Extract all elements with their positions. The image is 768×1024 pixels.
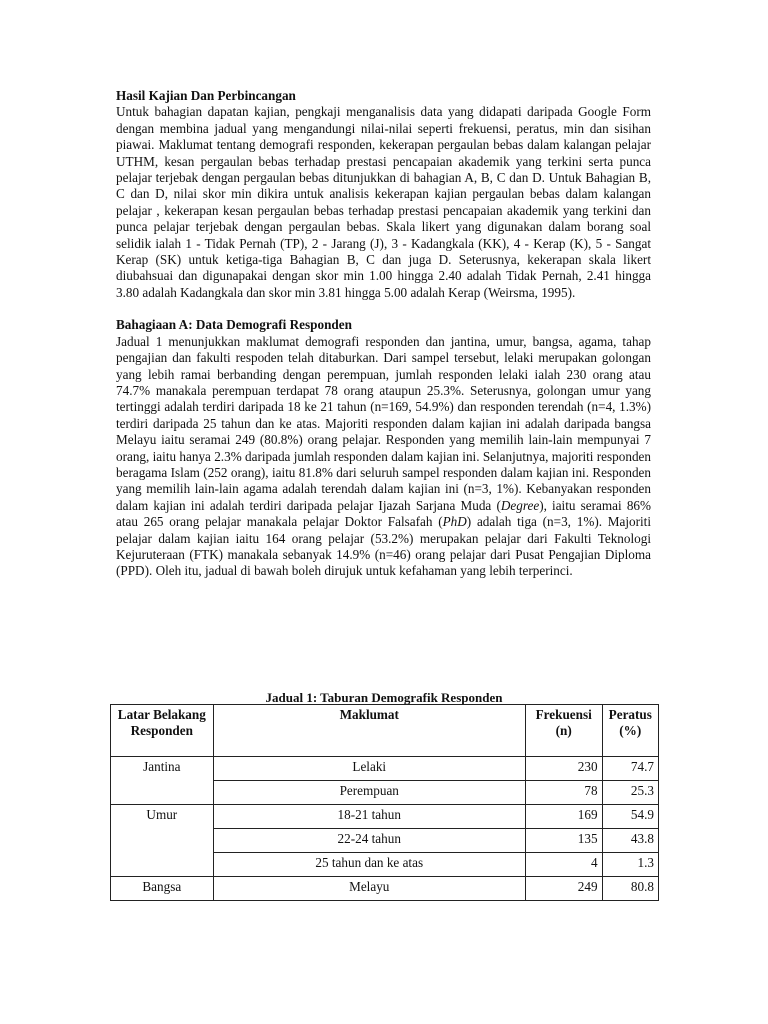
percent-cell: 80.8	[602, 877, 658, 901]
percent-cell: 25.3	[602, 781, 658, 805]
document-body	[116, 88, 651, 580]
info-cell: 22-24 tahun	[213, 829, 525, 853]
table-row	[111, 805, 659, 829]
frequency-cell: 169	[525, 805, 602, 829]
frequency-cell: 249	[525, 877, 602, 901]
percent-cell: 54.9	[602, 805, 658, 829]
category-cell: Bangsa	[111, 877, 214, 901]
frequency-cell: 230	[525, 757, 602, 781]
section-heading-results: Hasil Kajian Dan Perbincangan	[116, 88, 296, 103]
percent-cell: 1.3	[602, 853, 658, 877]
table-row	[111, 877, 659, 901]
info-cell: Perempuan	[213, 781, 525, 805]
demographics-table	[110, 704, 659, 901]
demographics-text-part2: ), iaitu seramai 86% atau 265 orang pelajar manakala pelajar Doktor Falsafah (	[116, 497, 651, 530]
demographics-text-part3: ) adalah tiga (n=3, 1%). Majoriti pelajar dalam kajian iaitu 164 orang pelajar (53.2%) merupakan pelajar dari Fakulti Teknologi Kejuruteraan (FTK) manakala sebanyak 14.9% (n=46) orang pelajar dari Pusat Pengajian Diploma (PPD). Oleh itu, jadual di bawah boleh dirujuk untuk kefahaman yang lebih terperinci.	[116, 514, 651, 579]
section-heading-demographics: Bahagiaan A: Data Demografi Responden	[116, 317, 352, 333]
table-caption: Jadual 1: Taburan Demografik Responden	[265, 690, 503, 705]
info-cell: 25 tahun dan ke atas	[213, 853, 525, 877]
frequency-cell: 78	[525, 781, 602, 805]
header-background: Latar Belakang Responden	[111, 705, 214, 757]
header-info: Maklumat	[213, 705, 525, 757]
category-cell: Jantina	[111, 757, 214, 805]
header-percent: Peratus (%)	[602, 705, 658, 757]
frequency-cell: 135	[525, 829, 602, 853]
phd-term: PhD	[442, 514, 467, 530]
results-paragraph: Untuk bahagian dapatan kajian, pengkaji menganalisis data yang didapati daripada Google Form dengan membina jadual yang mengandungi nilai-nilai seperti frekuensi, peratus, min dan sisihan piawai. Maklumat tentang demografi responden, kekerapan pergaulan bebas dalam kalangan pelajar UTHM, kesan pergaulan bebas terhadap prestasi pencapaian akademik yang terkini serta punca pelajar terjebak dengan pergaulan bebas ditunjukkan di bahagian A, B, C dan D. Untuk Bahagian B, C dan D, nilai skor min dikira untuk analisis kekerapan kajian pergaulan bebas dalam kalangan pelajar , kekerapan kesan pergaulan bebas terhadap prestasi pencapaian akademik yang terkini dan punca pelajar terjebak dengan pergaulan bebas. Skala likert yang digunakan dalam borang soal selidik ialah 1 - Tidak Pernah (TP), 2 - Jarang (J), 3 - Kadangkala (KK), 4 - Kerap (K), 5 - Sangat Kerap (SK) untuk ketiga-tiga Bahagian B, C dan juga D. Seterusnya, kekerapan skala likert diubahsuai dan digunapakai dengan skor min 1.00 hingga 2.40 adalah Tidak Pernah, 2.41 hingga 3.80 adalah Kadangkala dan skor min 3.81 hingga 5.00 adalah Kerap (Weirsma, 1995).	[116, 104, 651, 300]
table-row	[111, 757, 659, 781]
info-cell: Lelaki	[213, 757, 525, 781]
demographics-paragraph	[116, 334, 651, 580]
info-cell: Melayu	[213, 877, 525, 901]
info-cell: 18-21 tahun	[213, 805, 525, 829]
percent-cell: 43.8	[602, 829, 658, 853]
percent-cell: 74.7	[602, 757, 658, 781]
frequency-cell: 4	[525, 853, 602, 877]
degree-term: Degree	[500, 497, 540, 513]
category-cell: Umur	[111, 805, 214, 877]
demographics-text-part1: Jadual 1 menunjukkan maklumat demografi responden dan jantina, umur, bangsa, agama, tahap pengajian dan fakulti respoden telah ditaburkan. Dari sampel tersebut, lelaki merupakan golongan yang lebih ramai berbanding dengan perempuan, jumlah responden lelaki ialah 230 orang atau 74.7% manakala perempuan terdapat 78 orang ataupun 25.3%. Seterusnya, golongan umur yang tertinggi adalah terdiri daripada 18 ke 21 tahun (n=169, 54.9%) dan responden terendah (n=4, 1.3%) terdiri daripada 25 tahun dan ke atas. Majoriti responden dalam kajian ini adalah daripada bangsa Melayu iaitu seramai 249 (80.8%) orang pelajar. Responden yang memilih lain-lain mempunyai 7 orang, iaitu hanya 2.3% daripada jumlah responden dalam kajian ini. Selanjutnya, majoriti responden beragama Islam (252 orang), iaitu 81.8% dari seluruh sampel responden dalam kajian ini. Responden yang memilih lain-lain agama adalah terendah dalam kajian ini (n=3, 1%). Kebanyakan responden dalam kajian ini adalah terdiri daripada pelajar Ijazah Sarjana Muda (	[116, 333, 651, 513]
paragraph-gap	[116, 301, 651, 317]
table-header-row	[111, 705, 659, 757]
header-frequency: Frekuensi (n)	[525, 705, 602, 757]
